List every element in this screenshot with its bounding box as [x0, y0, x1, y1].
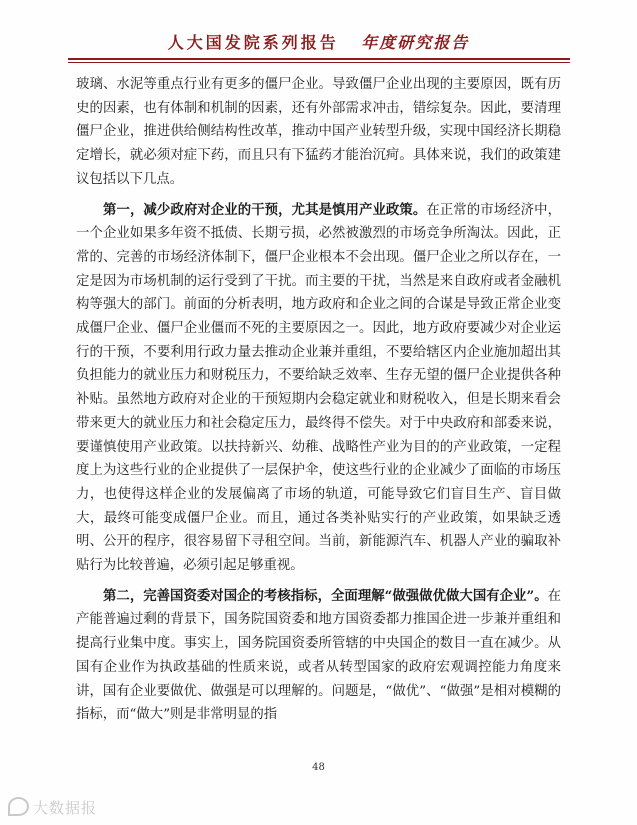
- paragraph-lead-heading: 第二，完善国资委对国企的考核指标，全面理解“做强做优做大国有企业”。: [103, 587, 548, 604]
- speech-bubble-logo-icon: [8, 797, 29, 816]
- header-rule-thick: [68, 58, 570, 60]
- paragraph-continuation: [76, 73, 561, 192]
- page-number: 48: [312, 762, 325, 773]
- paragraph-text: 玻璃、水泥等重点行业有更多的僵尸企业。导致僵尸企业出现的主要原因，既有历史的因素，也有体制和机制的因素，还有外部需求冲击，错综复杂。因此，要清理僵尸企业，推进供给侧结构性改革，推动中国产业转型升级，实现中国经济长期稳定增长，就必须对症下药，而且只有下猛药才能治沉疴。具体来说，我们的政策建议包括以下几点。: [76, 77, 561, 187]
- report-type-label: 年度研究报告: [361, 33, 470, 52]
- body-text: [76, 73, 561, 727]
- paragraph-lead-heading: 第一，减少政府对企业的干预，尤其是慎用产业政策。: [103, 201, 427, 218]
- paragraph-first-recommendation: [76, 199, 561, 578]
- watermark-text: 大数据报: [33, 799, 98, 817]
- paragraph-text: 在产能普遍过剩的背景下，国务院国资委和地方国资委都力推国企进一步兼并重组和提高行业集中度。事实上，国务院国资委所管辖的中央国企的数目一直在减少。从国有企业作为执政基础的性质来说，或者从转型国家的政府宏观调控能力角度来讲，国有企业要做优、做强是可以理解的。问题是，“做优”、“做强”是相对模糊的指标，而“做大”则是非常明显的指: [76, 588, 561, 723]
- header-rule-thin: [68, 62, 570, 63]
- watermark: [8, 797, 97, 818]
- running-header: [0, 30, 637, 53]
- paragraph-second-recommendation: [76, 585, 561, 727]
- report-series-title: 人大国发院系列报告: [167, 33, 339, 52]
- paragraph-text: 在正常的市场经济中，一个企业如果多年资不抵债、长期亏损，必然被激烈的市场竞争所淘汰。因此，正常的、完善的市场经济体制下，僵尸企业根本不会出现。僵尸企业之所以存在，一定是因为市场机制的运行受到了干扰。而主要的干扰，当然是来自政府或者金融机构等强大的部门。前面的分析表明，地方政府和企业之间的合谋是导致正常企业变成僵尸企业、僵尸企业僵而不死的主要原因之一。因此，地方政府要减少对企业运行的干预，不要利用行政力量去推动企业兼并重组，不要给辖区内企业施加超出其负担能力的就业压力和财税压力，不要给缺乏效率、生存无望的僵尸企业提供各种补贴。虽然地方政府对企业的干预短期内会稳定就业和财税收入，但是长期来看会带来更大的就业压力和社会稳定压力，最终得不偿失。对于中央政府和部委来说，要谨慎使用产业政策。以扶持新兴、幼稚、战略性产业为目的的产业政策，一定程度上为这些行业的企业提供了一层保护伞，使这些行业的企业减少了面临的市场压力，也使得这样企业的发展偏离了市场的轨道，可能导致它们盲目生产、盲目做大，最终可能变成僵尸企业。而且，通过各类补贴实行的产业政策，如果缺乏透明、公开的程序，很容易留下寻租空间。当前，新能源汽车、机器人产业的骗取补贴行为比较普遍，必须引起足够重视。: [76, 202, 562, 574]
